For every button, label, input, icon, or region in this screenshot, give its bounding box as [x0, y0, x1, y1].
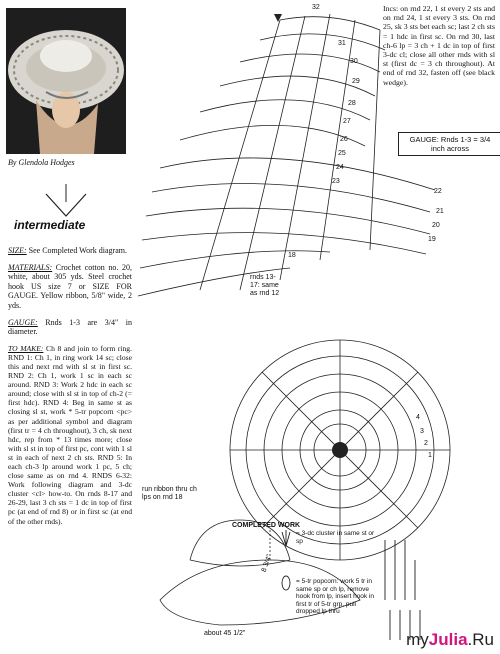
height-dimension: 8 3/4" [260, 553, 274, 574]
round-label-28: 28 [348, 100, 356, 107]
round-label-31: 31 [338, 40, 346, 47]
watermark: myJulia.Ru [406, 630, 494, 649]
gauge-paragraph: GAUGE: Rnds 1-3 are 3/4" in diameter. [8, 317, 132, 337]
gauge-box: GAUGE: Rnds 1-3 = 3/4 inch across [398, 132, 500, 156]
round-label-23: 23 [332, 178, 340, 185]
hat-photo [6, 8, 126, 154]
center-label-4: 4 [416, 414, 420, 421]
ribbon-note: run ribbon thru ch lps on rnd 18 [142, 486, 197, 501]
round-label-30: 30 [350, 58, 358, 65]
legend-popcorn: = 5-tr popcorn: work 5 tr in same sp or ch lp, remove hook from lp, insert hook in first tr of 5-tr grp, pull dropped lp thru [296, 578, 375, 616]
center-label-1: 1 [428, 452, 432, 459]
round-label-26: 26 [340, 136, 348, 143]
skill-level-label: intermediate [14, 218, 86, 232]
round-label-19: 19 [428, 236, 436, 243]
to-make-paragraph: TO MAKE: Ch 8 and join to form ring. RND 1: Ch 1, in ring work 14 sc; close this and next rnd with sl st in first sc. RND 2: Ch 1, work 1 sc in each sc around. RND 3: Work 2 hdc in each sc around; close with sl st in top of ch-2 (= first hdc). RND 4: Beg in same st as closing sl st, work * 5-tr popcorn <pc> as per additional symbol and diagram (first tr = 4 ch throughout), 3 ch, sk next hdc, rep from * 13 times more; close with sl st in top of first pc, cont with 1 sl st in each of next 2 ch sts. RND 5: In each ch-3 lp around work 1 pc, 5 ch; close same as on rnd 4. RNDS 6-32: Work following diagram and 3-dc cluster <cl> how-to. On rnds 8-17 and 26-29, last 3 ch sts = 1 dc in top of first pc (at end of rnd 8) or in first sc (at end of the other rnds). [8, 343, 132, 526]
completed-work-title: COMPLETED WORK [232, 522, 301, 529]
round-label-20: 20 [432, 222, 440, 229]
round-label-22: 22 [434, 188, 442, 195]
round-label-21: 21 [436, 208, 444, 215]
byline: By Glendola Hodges [8, 158, 75, 167]
materials-paragraph: MATERIALS: Crochet cotton no. 20, white, about 305 yds. Steel crochet hook US size 7 or SIZE FOR GAUGE. Yellow ribbon, 5/8" wide, 2 yds. [8, 262, 132, 310]
left-column [8, 246, 132, 533]
legend-cluster: = 3-dc cluster in same st or sp [296, 530, 375, 545]
size-paragraph: SIZE: See Completed Work diagram. [8, 246, 127, 255]
round-label-29: 29 [352, 78, 360, 85]
round-label-27: 27 [343, 118, 351, 125]
center-label-2: 2 [424, 440, 428, 447]
width-dimension: about 45 1/2" [204, 630, 246, 637]
crochet-diagram [130, 0, 500, 654]
increases-paragraph: Incs: on rnd 22, 1 st every 2 sts and on rnd 24, 1 st every 3 sts. On rnd 25, sk 3 sts bet each sc; last 2 ch sts = 1 hdc in first sc. On rnd 30, last ch-6 lp = 3 ch + 1 dc in top of first 3-dc cl; close all other rnds with sl st (first dc = 3 ch throughout). At end of rnd 32, fasten off (see black wedge). [383, 4, 495, 87]
round-label-32: 32 [312, 4, 320, 11]
round-label-24: 24 [336, 164, 344, 171]
center-label-3: 3 [420, 428, 424, 435]
rnds-13-17-note: rnds 13-17: same as rnd 12 [250, 274, 280, 297]
round-label-25: 25 [338, 150, 346, 157]
round-label-18: 18 [288, 252, 296, 259]
